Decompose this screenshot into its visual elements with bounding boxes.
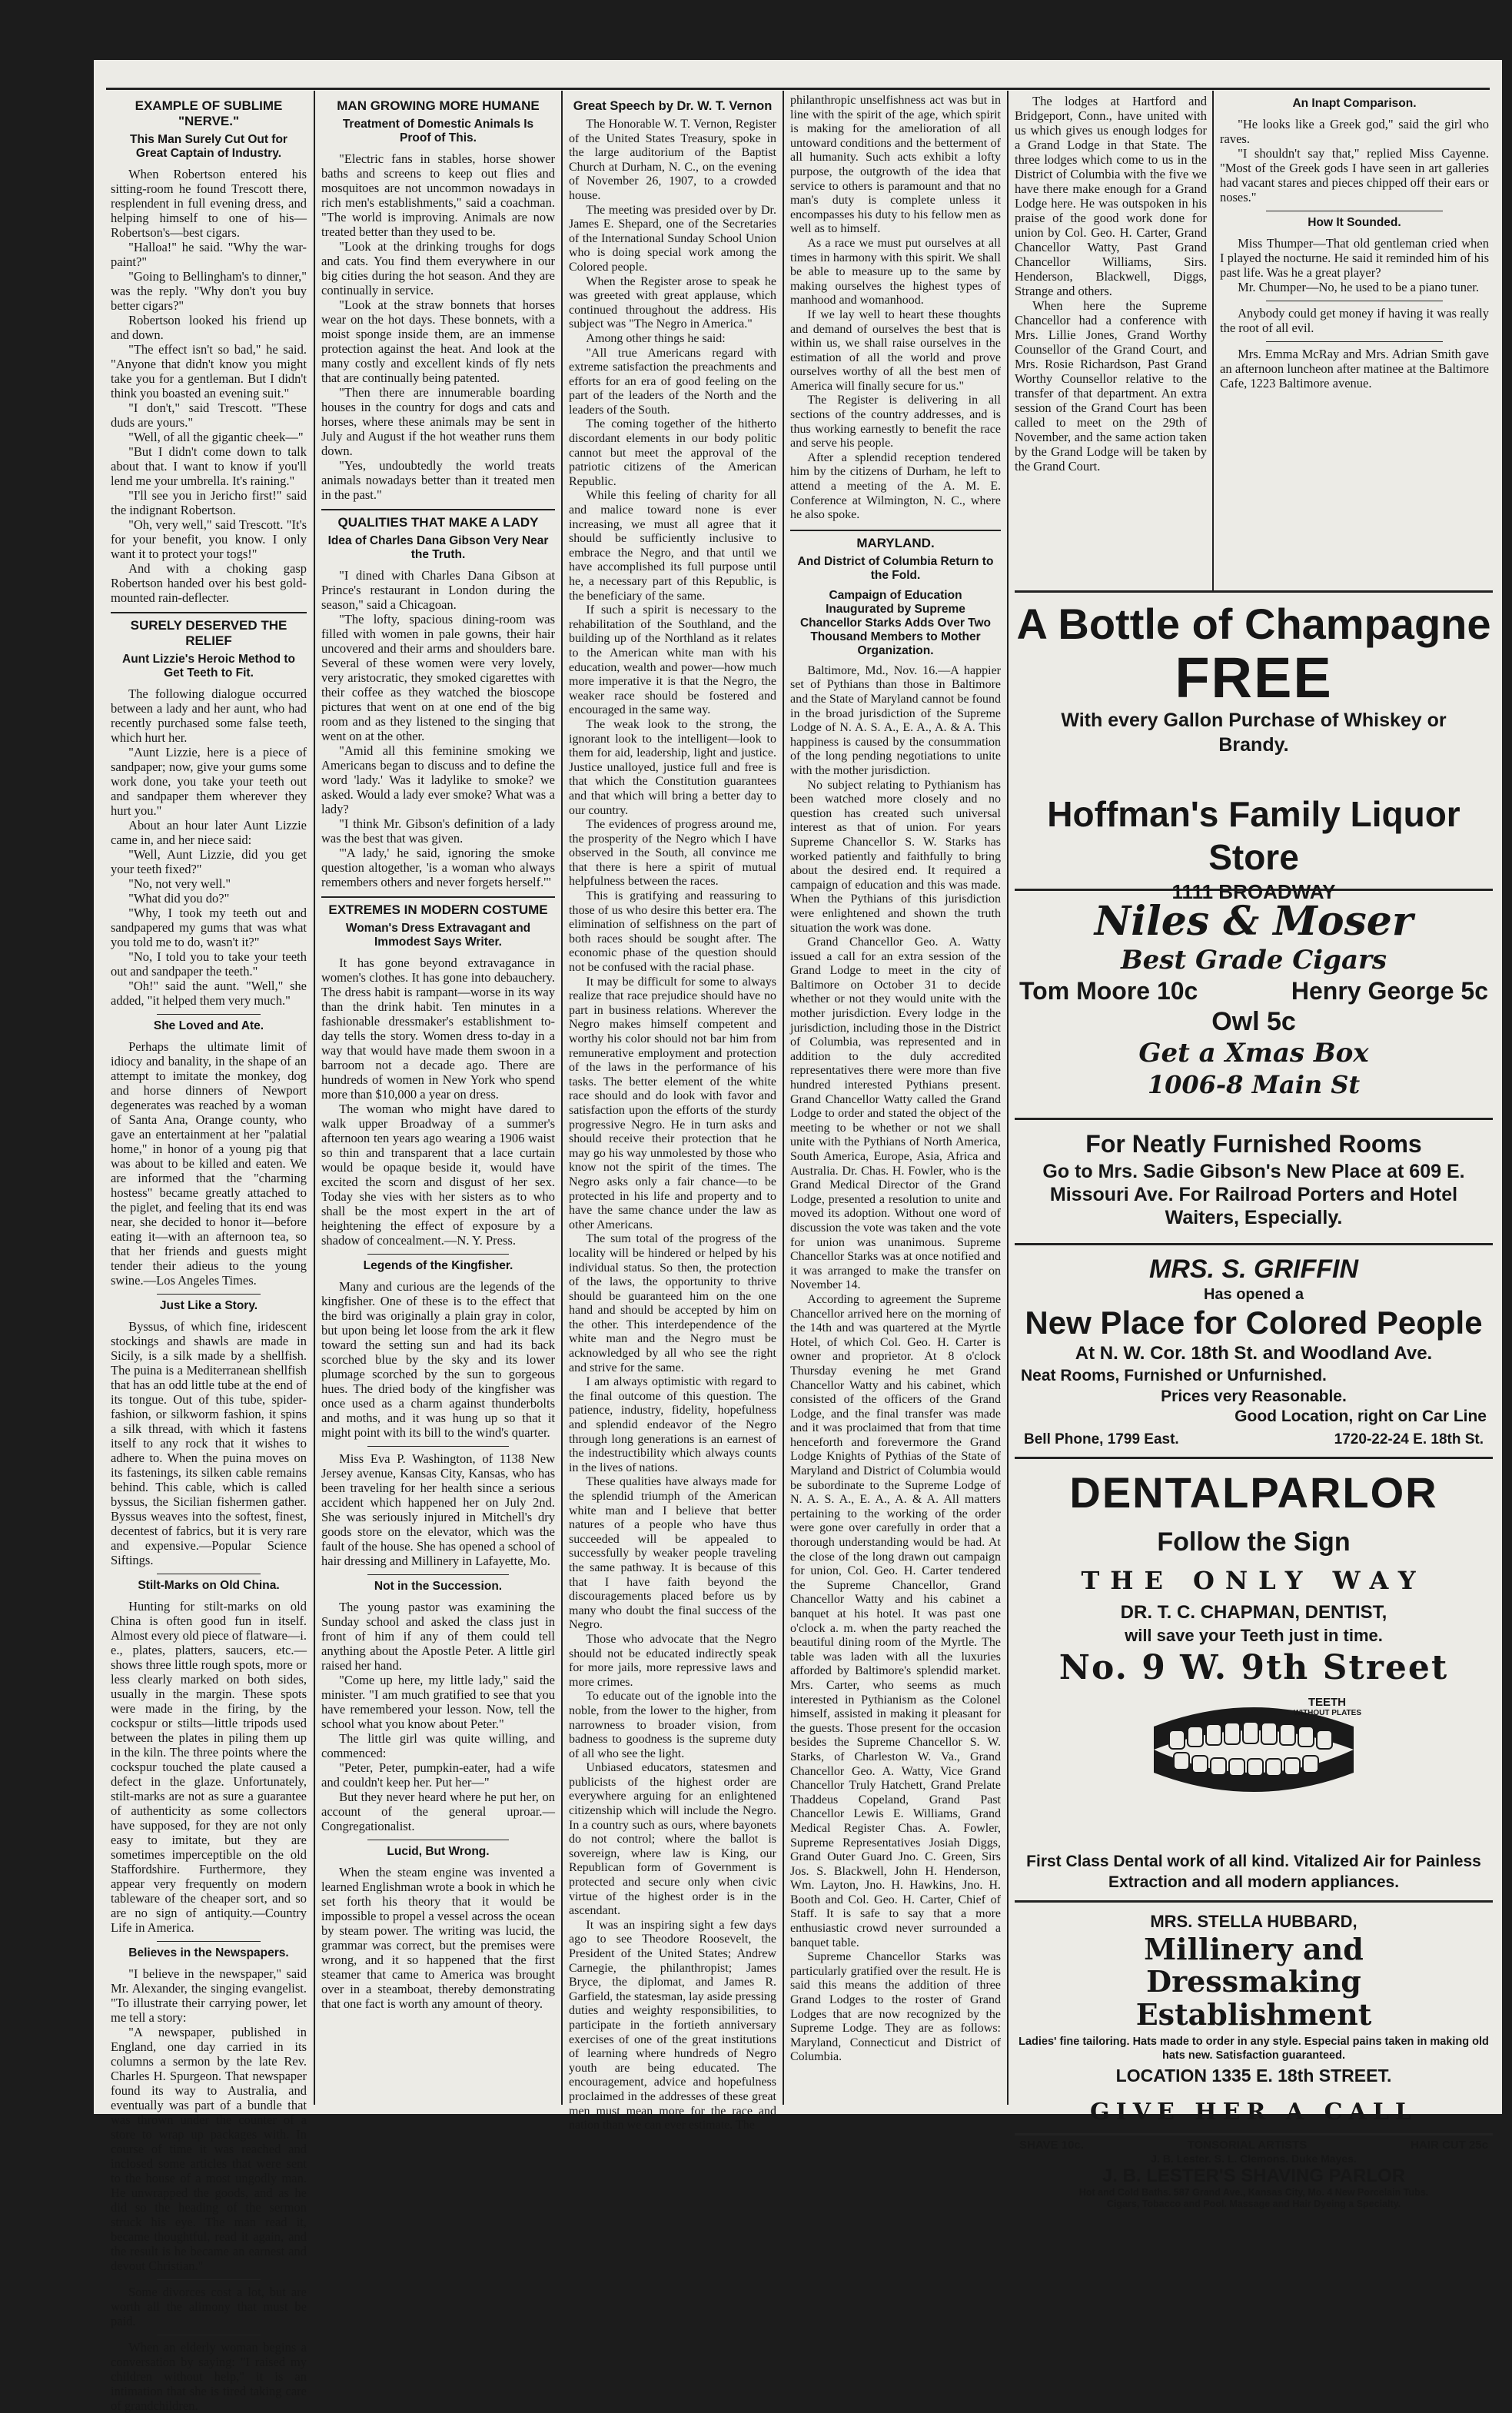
top-border — [106, 88, 1490, 90]
paragraph: The sum total of the progress of the locality will be hindered or helped by his individual status. So then, the protection of the laws, the opportunity to thrive should be guaranteed him on the one hand and should be accepted by him on the other. This interdependence of the white man and the Negro must be acknowledged by all who see the right and strive for the same. — [569, 1232, 776, 1374]
paragraph: "Well, of all the gigantic cheek—" — [128, 430, 304, 444]
paragraph: "Going to Bellingham's to dinner," was the reply. "Why don't you buy better cigars?" — [111, 269, 307, 313]
griffin-new-place: New Place for Colored People — [1025, 1305, 1483, 1341]
paragraph: The lodges at Hartford and Bridgeport, Conn., have united with us which gives us enough lodges for a Grand Lodge in that State. The three lodges which come to us in the District of Columbia with the five we have there make enough for a Grand Lodge here. He was outspoken in his praise of the good work done for union by Col. Geo. H. Carter, Grand Chancellor Watty, Past Grand Chancellor Williams, Sirs. Henderson, Blackwell, Diggs, Strange and others. — [1015, 94, 1207, 298]
paragraph: When here the Supreme Chancellor had a conference with Mrs. Lillie Jones, Grand Worthy Counsellor of the Grand Court, and Mrs. Rosie Richardson, Past Grand Worthy Counsellor relative to the transfer of that department. An extra session of the Grand Court has been called to meet on the 29th of November, and the same action taken by the Grand Lodge will be taken by the Grand Court. — [1015, 298, 1207, 474]
article-headline: Not in the Succession. — [374, 1580, 503, 1593]
hoffman-store-name: Hoffman's Family Liquor Store — [1047, 794, 1460, 877]
paragraph: When Robertson entered his sitting-room he found Trescott there, resplendent in full evening dress, and helping himself to one of his—Robertson's—best cigars. — [111, 167, 307, 240]
paragraph: These qualities have always made for the splendid triumph of the American white man and I believe that better natures of a people who have thus succeeded will be appealed to successfully by weaker people traveling the same pathway. It is because of this that I have faith beyond the discouragements placed before us by many who doubt the final success of the Negro. — [569, 1475, 776, 1632]
paragraph: "Amid all this feminine smoking we Americans began to discuss and to define the word 'lady.' Was it ladylike to smoke? we asked. Would a lady ever smoke? What was a lady? — [321, 743, 555, 816]
paragraph: This is gratifying and reassuring to those of us who desire this better era. The elimination of selfishness on the part of both races should be sought after. The economic phase of the question should not be confused with the racial phase. — [569, 889, 776, 975]
paragraph: "I think Mr. Gibson's definition of a lady was the best that was given. — [321, 816, 555, 846]
paragraph: "Halloa!" he said. "Why the war-paint?" — [111, 240, 307, 269]
section-divider — [157, 1941, 261, 1942]
paragraph: Miss Thumper—That old gentleman cried when I played the nocturne. He said it reminded him of his past life. Was he a great player? — [1220, 236, 1489, 280]
paragraph: "No, I told you to take your teeth out and sandpaper the teeth." — [111, 949, 307, 979]
column-rule — [314, 91, 315, 2105]
paragraph: The Honorable W. T. Vernon, Register of the United States Treasury, spoke in the large auditorium of the Baptist Church at Durham, N. C., on the evening of November 26, 1907, to a crowded house. — [569, 118, 776, 202]
champagne-offer: With every Gallon Purchase of Whiskey or Brandy. — [1061, 710, 1447, 756]
teeth-label-sub: WITHOUT PLATES — [1293, 1709, 1361, 1717]
paragraph: Grand Chancellor Geo. A. Watty issued a call for an extra session of the Grand Lodge to meet in the city of Baltimore on October 31 to decide whether or not they would unite with the mother jurisdiction. Every lodge in the jurisdiction, including those in the District of Columbia, was represented and in addition to the duly accredited representatives there were more than five hundred interested Pythians present. Grand Chancellor Watty called the Grand Lodge to order and stated the object of the meeting to be whether or not we shall unite with the Pythians of North America, South America, Europe, Asia, Africa and Australia. Dr. Chas. H. Fowler, who is the Grand Medical Director of the Grand Lodge, presented a resolution to unite and moved its adoption. Without one word of discussion the vote was taken and the vote for union was unanimous. Supreme Chancellor Starks was at once notified and it was arranged to make the transfer on November 14. — [790, 936, 1001, 1292]
niles-moser-sub: Best Grade Cigars — [1120, 945, 1387, 976]
give-her-a-call-text: GIVE HER A CALL — [1090, 2099, 1417, 2126]
section-divider — [321, 509, 555, 510]
paragraph: And with a choking gasp Robertson handed over his best gold-mounted rain-deflecter. — [111, 561, 307, 605]
owl-price: Owl 5c — [1211, 1007, 1296, 1036]
article-headline: EXAMPLE OF SUBLIME "NERVE." — [135, 98, 283, 128]
paragraph: "What did you do?" — [128, 891, 230, 906]
paragraph: When the Register arose to speak he was greeted with great applause, which continued throughout the address. His subject was "The Negro in America." — [569, 274, 776, 331]
article-headline: Stilt-Marks on Old China. — [138, 1579, 280, 1592]
article-headline: An Inapt Comparison. — [1292, 97, 1417, 110]
paragraph: Mr. Chumper—No, he used to be a piano tuner. — [1238, 280, 1479, 294]
paragraph: Unbiased educators, statesmen and publicists of the highest order are everywhere arguing for an enlightened citizenship which will include the Negro. In a country such as ours, where bayonets do not control; where the ballot is sovereign, where law is King, our Republican form of Government is protected and secure only when civic virtue of the highest order is in the ascendant. — [569, 1761, 776, 1918]
paragraph: Hunting for stilt-marks on old China is often good fun in itself. Almost every old piece of flatware—i. e., plates, platters, saucers, etc.—shows three little rough spots, more or less clearly marked on both sides, usually in the margin. These spots were made in the firing, by the cockspur or stilts—little tripods used between the plates in piling them up in the kiln. The three points where the cockspur touched the plate caused a defect in the glaze. Unfortunately, stilt-marks are not as sure a guarantee of authenticity as some collectors have supposed, for they are not only easy to imitate, but they are sometimes imperceptible on the old Staffordshire. Furthermore, they appear very frequently on modern tableware of the cheaper sort, and so are no sign of antiquity.—Country Life in America. — [111, 1599, 307, 1935]
paragraph: When the steam engine was invented a learned Englishman wrote a book in which he set forth his theory that it would be impossible to propel a vessel across the ocean by steam power. The writing was lucid, the grammar was correct, but the premises were wrong, and it so happened that the first steamer that came to America was brought over in a steamboat, thereby demonstrating that one fact is worth any amount of theory. — [321, 1865, 555, 2011]
paragraph: Byssus, of which fine, iridescent stockings and shawls are made in Sicily, is a silk made by a shellfish. The puina is a Mediterranean shellfish that has an odd little tube at the end of its tongue. Out of this tube, spider-fashion, or silkworm fashion, it spins a silk thread, with which it fastens itself to any rock that it wishes to adhere to. When the puina moves on its fastenings, its silken cable remains behind. This cable, which is called byssus, the Sicilian fishermen gather. Byssus weaves into the softest, finest, decentest of fabrics, but it is very rare and expensive.—Popular Science Siftings. — [111, 1319, 307, 1567]
paragraph: "Peter, Peter, pumpkin-eater, had a wife and couldn't keep her. Put her—" — [321, 1760, 555, 1790]
xmas-box: Get a Xmas Box — [1138, 1038, 1369, 1069]
ad-divider — [1015, 590, 1493, 593]
section-divider — [157, 1294, 261, 1295]
hoffman-ad — [1015, 793, 1493, 903]
paragraph: No subject relating to Pythianism has been watched more closely and no question has created such universal interest as that of union. For years Supreme Chancellor S. W. Starks has worked patiently and faithfully to bring about the desired end. It required a campaign of education and this was made. When the Pythians of this jurisdiction were enlightened and shown the truth situation the work was done. — [790, 778, 1001, 935]
ad-divider — [1015, 1457, 1493, 1459]
hubbard-millinery: Millinery and — [1144, 1932, 1364, 1966]
rooms-ad — [1015, 1128, 1493, 1235]
paragraph: About an hour later Aunt Lizzie came in, and her niece said: — [111, 818, 307, 847]
article-headline: EXTREMES IN MODERN COSTUME — [328, 902, 548, 917]
paragraph: Those who advocate that the Negro should not be educated indirectly speak for more jails, more repressive laws and more crimes. — [569, 1632, 776, 1689]
paragraph: "Come up here, my little lady," said the minister. "I am much gratified to see that you have remembered your lesson. Now, tell the school what you know about Peter." — [321, 1673, 555, 1731]
paragraph: Some divorces cost a lot, but are worth all the alimony that must be paid. — [111, 2285, 307, 2328]
ad-divider — [1015, 1900, 1493, 1903]
article-headline: How It Sounded. — [1308, 216, 1401, 229]
paragraph: The meeting was presided over by Dr. James E. Shepard, one of the Secretaries of the International Sunday School Union who is doing special work among the Colored people. — [569, 203, 776, 274]
lester-baths: Hot and Cold Baths. 587 Grand Ave., Kansas City, Mo. 4 New Porcelain Tubs. — [1078, 2187, 1429, 2198]
section-divider — [157, 2279, 261, 2280]
paragraph: It was an inspiring sight a few days ago to see Theodore Roosevelt, the President of the United States; Andrew Carnegie, the philanthropist; James Bryce, the diplomat, and James R. Garfield, the statesman, lay aside pressing duties and weighty responsibilities, to participate in the fortieth anniversary exercises of one of the great institutions of learning where hundreds of Negro youth are being educated. The encouragement, advice and hopefulness proclaimed in the addresses of these great men must mean more for the race and nation than we can ever estimate. The — [569, 1918, 776, 2132]
article-headline: MAN GROWING MORE HUMANE — [337, 98, 540, 113]
paragraph: But they never heard where he put her, on account of the general uproar.—Congregationalist. — [321, 1790, 555, 1833]
niles-moser-name: Niles & Moser — [1094, 898, 1414, 945]
lester-shaving-parlor: J. B. LESTER'S SHAVING PARLOR — [1102, 2165, 1406, 2186]
paragraph: "Look at the drinking troughs for dogs and cats. You find them everywhere in our big cities during the hot season. And they are continually in service. — [321, 239, 555, 297]
paragraph: The little girl was quite willing, and commenced: — [321, 1731, 555, 1760]
article-headline: Just Like a Story. — [159, 1299, 258, 1312]
paragraph: "The lofty, spacious dining-room was filled with women in pale gowns, their hair uncovered and their arms and shoulders bare. Several of these women were very lovely, very aristocratic, they smoked cigarettes with their coffee as they watched the bioscope pictures that went on at one end of the big room and as they listened to the singing that went on at the other. — [321, 612, 555, 743]
teeth-illustration — [1138, 1696, 1369, 1803]
champagne-ad — [1015, 600, 1493, 793]
paragraph: Perhaps the ultimate limit of idiocy and banality, in the shape of an attempt to imitate the monkey, dog and horse dinners of Newport degenerates was reached by a woman of Santa Ana, Orange county, who gave an entertainment at her "palatial home," in honor of a young pig that was about to be killed and eaten. We are informed that the "charming hostess" became greatly attached to the piglet, and feeling that its end was near, she decided to honor it—before eating it—with an afternoon tea, so that her friends and guests might tender their adieus to the young swine.—Los Angeles Times. — [111, 1039, 307, 1288]
paragraph: "Oh, very well," said Trescott. "It's for your benefit, you know. I only want it to protect your togs!" — [111, 517, 307, 561]
article-headline: She Loved and Ate. — [153, 1019, 264, 1032]
paragraph: The Register is delivering in all sections of the country addresses, and is thus working earnestly to benefit the race and serve his people. — [790, 394, 1001, 450]
ad-divider — [1015, 1243, 1493, 1245]
article-subhead: Woman's Dress Extravagant and Immodest Says Writer. — [345, 922, 531, 949]
newspaper-page — [94, 60, 1502, 2413]
dental-work-note — [1015, 1851, 1493, 1893]
teeth-label: TEETH — [1308, 1696, 1346, 1709]
paragraph: "A newspaper, published in England, one day carried in its columns a sermon by the late Rev. Charles H. Spurgeon. That newspaper found its way to Australia, and eventually was part of a bundle that was thrown under the counter of a store to wrap up packages with. In course of time it was reached and inclosed some articles that were sent to the house of a most ungodly man. He unwrapped the goods, and as he did so the heading of the sermon struck his eye. The man read it, became thoughtful, read it again, and the result is he became an earnest and devout Christian." — [111, 2025, 307, 2273]
paragraph: The evidences of progress around me, the prosperity of the Negro which I have observed in the South, all convince me that there is here a spirit of mutual helpfulness between the races. — [569, 818, 776, 889]
paragraph: "Oh!" said the aunt. "Well," she added, "it helped them very much." — [111, 979, 307, 1008]
section-divider — [367, 1446, 509, 1447]
paragraph: "Yes, undoubtedly the world treats animals nowadays better than it treated men in the past." — [321, 458, 555, 502]
dental-follow-sign: Follow the Sign — [1157, 1527, 1351, 1557]
griffin-rooms: Neat Rooms, Furnished or Unfurnished. — [1021, 1367, 1327, 1384]
griffin-phone: Bell Phone, 1799 East. — [1024, 1431, 1179, 1447]
dental-doctor: DR. T. C. CHAPMAN, DENTIST, — [1120, 1602, 1387, 1623]
paragraph: "Electric fans in stables, horse shower baths and screens to keep out flies and mosquitoes are not uncommon nowadays in rich men's establishments," said a coachman. "The world is improving. Animals are now treated better than they used to be. — [321, 151, 555, 239]
shave-price: SHAVE 10c. — [1019, 2139, 1084, 2152]
paragraph: "I'll see you in Jericho first!" said the indignant Robertson. — [111, 488, 307, 517]
paragraph: "But I didn't come down to talk about that. I want to know if you'll lend me your umbrella. It's raining." — [111, 444, 307, 488]
dental-save-teeth: will save your Teeth just in time. — [1125, 1626, 1383, 1645]
haircut-price: HAIR CUT 25c — [1411, 2139, 1488, 2152]
advertisements — [1015, 590, 1493, 2209]
column-rule — [561, 91, 563, 2105]
paragraph: "I shouldn't say that," replied Miss Cayenne. "Most of the Greek gods I have seen in art galleries had vacant stares and pieces chipped off their ears or noses." — [1220, 146, 1489, 204]
hubbard-ad — [1015, 1910, 1493, 2095]
article-subhead: Aunt Lizzie's Heroic Method to Get Teeth to Fit. — [122, 653, 295, 680]
give-her-a-call — [1015, 2095, 1493, 2130]
main-street-address: 1006-8 Main St — [1147, 1070, 1361, 1099]
paragraph: "He looks like a Greek god," said the girl who raves. — [1220, 117, 1489, 146]
section-divider — [1266, 341, 1443, 342]
dental-only-way: THE ONLY WAY — [1081, 1566, 1427, 1595]
paragraph: "No, not very well." — [128, 876, 231, 891]
paragraph: It has gone beyond extravagance in women's clothes. It has gone into debauchery. The dress habit is rampant—worse in its way than the drink habit. Ten minutes in a fashionable dressmaker's establishment to-day tells the story. Women dress to-day in a way that would have made them swoon in a barroom not a decade ago. There are hundreds of women in New York who spend more than $10,000 a year on dress. — [321, 956, 555, 1102]
article-headline: QUALITIES THAT MAKE A LADY — [337, 515, 539, 530]
paragraph: When an elderly woman begins a conversation by saying: "I raised my children without help," it is an intimation that she is tired taking care of grandchildren. — [111, 2340, 307, 2413]
column-3 — [569, 94, 776, 2132]
paragraph: "I don't," said Trescott. "These duds are yours." — [111, 401, 307, 430]
article-headline: Great Speech by Dr. W. T. Vernon — [573, 99, 773, 113]
paragraph: If such a spirit is necessary to the rehabilitation of the Southland, and the building up of the Northland as it relates to the American white man with his education, wealth and power—how much more imperative it is that the Negro, the weaker race should be fostered and encouraged in the same way. — [569, 603, 776, 717]
column-2 — [321, 94, 555, 2100]
griffin-ad — [1015, 1253, 1493, 1449]
column-rule — [1007, 91, 1009, 2105]
article-subhead: Campaign of Education Inaugurated by Supreme Chancellor Starks Adds Over Two Thousand Members to Mother Organization. — [799, 588, 992, 657]
champagne-headline: A Bottle of Champagne — [1016, 600, 1491, 648]
paragraph: While this feeling of charity for all and malice toward none is ever increasing, we must all agree that it should be sufficiently inclusive to embrace the Negro, and that until we have accomplished its full purpose until he, a necessary part of this Republic, is the beneficiary of the same. — [569, 489, 776, 603]
paragraph: The young pastor was examining the Sunday school and asked the class just in front of him if any of them could tell anything about the Apostle Peter. A little girl raised her hand. — [321, 1600, 555, 1673]
paragraph: philanthropic unselfishness act was but in line with the spirit of the age, which spirit is making for the amelioration of all untoward conditions and the betterment of all humanity. Such acts exhibit a lofty purpose, the outgrowth of the idea that service to others is paramount and that no man's duty is complete unless it encompasses his duty to his fellow men as well as to himself. — [790, 94, 1001, 236]
niles-moser-ad — [1015, 899, 1493, 1110]
dental-work-text: First Class Dental work of all kind. Vitalized Air for Painless Extraction and all modern appliances. — [1026, 1853, 1481, 1891]
paragraph: Robertson looked his friend up and down. — [111, 313, 307, 342]
section-divider — [790, 530, 1001, 531]
section-divider — [367, 1254, 509, 1255]
paragraph: "All true Americans regard with extreme satisfaction the preachments and efforts for an era of good feeling on the part of the leaders of the North and the leaders of the South. — [569, 346, 776, 417]
lester-cigars: Cigars, Tobacco and Pool. Massage and Hair Dyeing a Specialty. — [1106, 2199, 1401, 2209]
paragraph: Anybody could get money if having it was really the root of all evil. — [1220, 306, 1489, 335]
rooms-headline: For Neatly Furnished Rooms — [1085, 1130, 1422, 1158]
article-headline: SURELY DESERVED THE RELIEF — [130, 618, 287, 648]
dental-ad — [1015, 1467, 1493, 1851]
champagne-free: FREE — [1175, 646, 1333, 710]
henry-george-price: Henry George 5c — [1291, 977, 1488, 1005]
paragraph: As a race we must put ourselves at all times in harmony with this spirit. We shall be able to measure up to the same by making ourselves the highest types of manhood and womanhood. — [790, 236, 1001, 307]
tom-moore-price: Tom Moore 10c — [1019, 977, 1198, 1005]
paragraph: The weak look to the strong, the ignorant look to the intelligent—look to them for aid, leadership, light and justice. Justice unalloyed, justice full and free is that which the Constitution guarantees and that which will bring a better day to our country. — [569, 717, 776, 817]
column-rule — [783, 91, 784, 2105]
paragraph: The following dialogue occurred between a lady and her aunt, who had recently purchased some false teeth, which hurt her. — [111, 686, 307, 745]
article-headline: Believes in the Newspapers. — [128, 1946, 289, 1959]
barber-prices — [1015, 2139, 1493, 2152]
griffin-location: Good Location, right on Car Line — [1235, 1408, 1487, 1425]
griffin-name: MRS. S. GRIFFIN — [1149, 1255, 1358, 1284]
paragraph: According to agreement the Supreme Chancellor arrived here on the morning of the 14th and was quartered at the Myrtle Hotel, of which Col. Geo. H. Carter is owner and proprietor. At 8 o'clock Thursday evening he met Grand Chancellor Watty and his cabinet, which consisted of the officers of the Grand Lodge, and the final transfer was made and it was proclaimed that from that time henceforth and forevermore the Grand Lodge Knights of Pythias of the State of Maryland and District of Columbia would be subordinate to the Supreme Lodge of N. A. S. A., E. A., A. & A. All matters pertaining to the working of the order were gone over carefully in order that a thorough understanding would be had. At the close of the long drawn out campaign for union, Col. Geo. H. Carter tendered the Supreme Chancellor, Grand Chancellor Watty and his cabinet a banquet at his hotel. It was past one o'clock a. m. when the party reached the beautiful dining room of the Myrtle. The table was laden with all the luxuries afforded by Baltimore's splendid market. Mrs. Carter, who seems as much interested in Pythianism as the Colonel himself, assisted in making it pleasant for the guests. Those present for the occasion besides the Supreme Chancellor S. W. Starks, of Charleston W. Va., Grand Chancellor Geo. A. Watty, Vice Grand Chancellor Truly Hatchett, Grand Prelate Thaddeus Copeland, Grand Past Chancellor Lewis E. Williams, Grand Medical Register Chas. A. Fowler, Supreme Representatives Josiah Diggs, Grand Outer Guard Jno. C. Green, Sirs Jos. S. Blackwell, John H. Henderson, Wm. Layton, Jno. H. Hawkins, Jno. H. Booth and Col. Geo. H. Carter, Chief of Staff. It is safe to say that a more enthusiastic crowd never surrounded a banquet table. — [790, 1292, 1001, 1949]
paragraph: If we lay well to heart these thoughts and demand of ourselves the best that is within us, we shall raise ourselves in the estimation of all the world and prove ourselves worthy of all the best men of America will finally secure for us." — [790, 307, 1001, 393]
section-divider — [111, 612, 307, 613]
paragraph: Among other things he said: — [586, 331, 726, 345]
hubbard-name: MRS. STELLA HUBBARD, — [1150, 1912, 1357, 1931]
paragraph: "'A lady,' he said, ignoring the smoke question altogether, 'is a woman who always remembers others and never forgets herself.'" — [321, 846, 555, 889]
paragraph: "I believe in the newspaper," said Mr. Alexander, the singing evangelist. "To illustrate their carrying power, let me tell a story: — [111, 1966, 307, 2025]
dental-address: No. 9 W. 9th Street — [1058, 1648, 1449, 1687]
hoffman-address: 1111 BROADWAY — [1171, 880, 1336, 903]
rooms-body: Go to Mrs. Sadie Gibson's New Place at 609 E. Missouri Ave. For Railroad Porters and Hotel Waiters, Especially. — [1042, 1161, 1465, 1228]
griffin-contact — [1015, 1427, 1493, 1448]
paragraph: Mrs. Emma McRay and Mrs. Adrian Smith gave an afternoon luncheon after matinee at the Baltimore Cafe, 1223 Baltimore avenue. — [1220, 347, 1489, 391]
dental-parlor-title: DENTALPARLOR — [1069, 1468, 1438, 1517]
barber-ad — [1015, 2139, 1493, 2210]
column-4 — [790, 94, 1001, 2100]
column-6 — [1220, 94, 1489, 586]
column-rule — [1212, 91, 1214, 590]
paragraph: The coming together of the hitherto discordant elements in our body politic cannot but meet the approval of the patriotic citizens of the American Republic. — [569, 417, 776, 488]
article-subhead: And District of Columbia Return to the Fold. — [797, 554, 994, 582]
section-divider — [157, 1014, 261, 1015]
paragraph: Miss Eva P. Washington, of 1138 New Jersey avenue, Kansas City, Kansas, who has been traveling for her health since a serious accident which happened her on July 2nd. She was seriously injured in Mitchell's dry goods store on the elevator, which was the fault of the house. She has opened a school of hair dressing and Millinery in Lafayette, Mo. — [321, 1451, 555, 1568]
hubbard-dressmaking: Dressmaking — [1146, 1964, 1361, 1999]
column-5 — [1015, 94, 1207, 586]
paragraph: "Why, I took my teeth out and sandpapered my gums that was what you told me to do, wasn't it?" — [111, 906, 307, 949]
article-headline: Lucid, But Wrong. — [387, 1845, 490, 1858]
hubbard-location: LOCATION 1335 E. 18th STREET. — [1115, 2066, 1392, 2086]
griffin-street: 1720-22-24 E. 18th St. — [1334, 1431, 1484, 1447]
article-subhead: Idea of Charles Dana Gibson Very Near the Truth. — [327, 534, 549, 561]
paragraph: After a splendid reception tendered him by the citizens of Durham, he left to attend a meeting of the A. M. E. Conference at Wilmington, N. C., where he also spoke. — [790, 450, 1001, 522]
article-subhead: This Man Surely Cut Out for Great Captain of Industry. — [130, 133, 287, 160]
ad-divider — [1015, 2133, 1493, 2135]
hubbard-tailoring: Ladies' fine tailoring. Hats made to order in any style. Especial pains taken in making old hats new. Satisfaction guaranteed. — [1019, 2036, 1489, 2062]
article-subhead: Treatment of Domestic Animals Is Proof of This. — [342, 118, 534, 145]
paragraph: "I dined with Charles Dana Gibson at Prince's restaurant in London during the season," said a Chicagoan. — [321, 568, 555, 612]
paragraph: "Then there are innumerable boarding houses in the country for dogs and cats and horses, where these animals may be sent in July and August if the hot weather runs them down. — [321, 385, 555, 458]
paragraph: The woman who might have dared to walk upper Broadway of a summer's afternoon ten years ago wearing a 1906 waist so thin and transparent that a lace curtain would be opaque beside it, would have excited the scorn and disgust of her sex. Today she vies with her sisters as to who shall be the most expert in the art of heightening the effect of exposure by a shadow of concealment.—N. Y. Press. — [321, 1102, 555, 1248]
barber-names: J. B. Lester. S. L. Clemons. Duke Mayes. — [1151, 2152, 1357, 2165]
column-1 — [111, 94, 307, 2413]
paragraph: Supreme Chancellor Starks was particularly gratified over the result. He is said this means the addition of three Grand Lodges to the roster of Grand Lodges that are now recognized by the Supreme Lodge. They are as follows: Maryland, Connecticut and District of Columbia. — [790, 1950, 1001, 2064]
article-headline: MARYLAND. — [856, 535, 935, 550]
paragraph: Many and curious are the legends of the kingfisher. One of these is to the effect that the bird was originally a plain gray in color, but upon being let loose from the ark it flew toward the setting sun and had its back scorched blue by the sky and its lower plumage scorched by the sun to gorgeous hues. The dried body of the kingfisher was once used as a charm against thunderbolts and moths, and it was hung up so that it might point with its bill to the wind's quarter. — [321, 1279, 555, 1440]
paragraph: "Look at the straw bonnets that horses wear on the hot days. These bonnets, with a moist sponge inside them, are an immense protection against the heat. And look at the many costly and excellent kinds of fly nets that are continually being patented. — [321, 297, 555, 385]
paragraph: "The effect isn't so bad," he said. "Anyone that didn't know you might take you for a gentleman. But I didn't think you boasted an evening suit." — [111, 342, 307, 401]
paragraph: I am always optimistic with regard to the final outcome of this question. The patience, industry, fidelity, hopefulness and splendid endeavor of the Negro through long generations is an earnest of the indestructibility which always counts in the lives of nations. — [569, 1375, 776, 1474]
cigar-prices — [1015, 976, 1493, 1006]
tonsorial-artists: TONSORIAL ARTISTS — [1187, 2139, 1308, 2152]
article-headline: Legends of the Kingfisher. — [363, 1259, 513, 1272]
section-divider — [367, 1574, 509, 1575]
paragraph: Baltimore, Md., Nov. 16.—A happier set of Pythians than those in Baltimore and the State of Maryland cannot be found in the broad jurisdiction of the Supreme Lodge of N. A. S. A., E. A., A. & A. This happiness is caused by the consummation of the long pending negotiations to unite with the mother jurisdiction. — [790, 663, 1001, 777]
griffin-prices: Prices very Reasonable. — [1161, 1388, 1347, 1405]
paragraph: To educate out of the ignoble into the noble, from the lower to the higher, from narrowness to broader vision, from badness to goodness is the supreme duty of all who see the light. — [569, 1690, 776, 1760]
ad-divider — [1015, 1118, 1493, 1120]
paragraph: It may be difficult for some to always realize that race prejudice should have no part in business relations. Wherever the Negro makes himself competent and worthy his color should not bar him from remunerative employment and protection of the laws in the performance of his tasks. The better element of the white race should and do look with favor and satisfaction upon the efforts of the sturdy progressive Negro. He in turn asks and should receive their protection that he may go his way unmolested by those who know not the spirit of the times. The Negro asks only a fair chance—to be protected in his life and property and to have the same chance under the law as other Americans. — [569, 975, 776, 1231]
griffin-address: At N. W. Cor. 18th St. and Woodland Ave. — [1075, 1343, 1433, 1364]
hubbard-establishment: Establishment — [1135, 1997, 1372, 2032]
paragraph: "Well, Aunt Lizzie, did you get your teeth fixed?" — [111, 847, 307, 876]
paragraph: "Aunt Lizzie, here is a piece of sandpaper; now, give your gums some work done, you take your teeth out and sandpaper them wherever they hurt you." — [111, 745, 307, 818]
section-divider — [321, 896, 555, 898]
griffin-opened: Has opened a — [1203, 1286, 1304, 1303]
